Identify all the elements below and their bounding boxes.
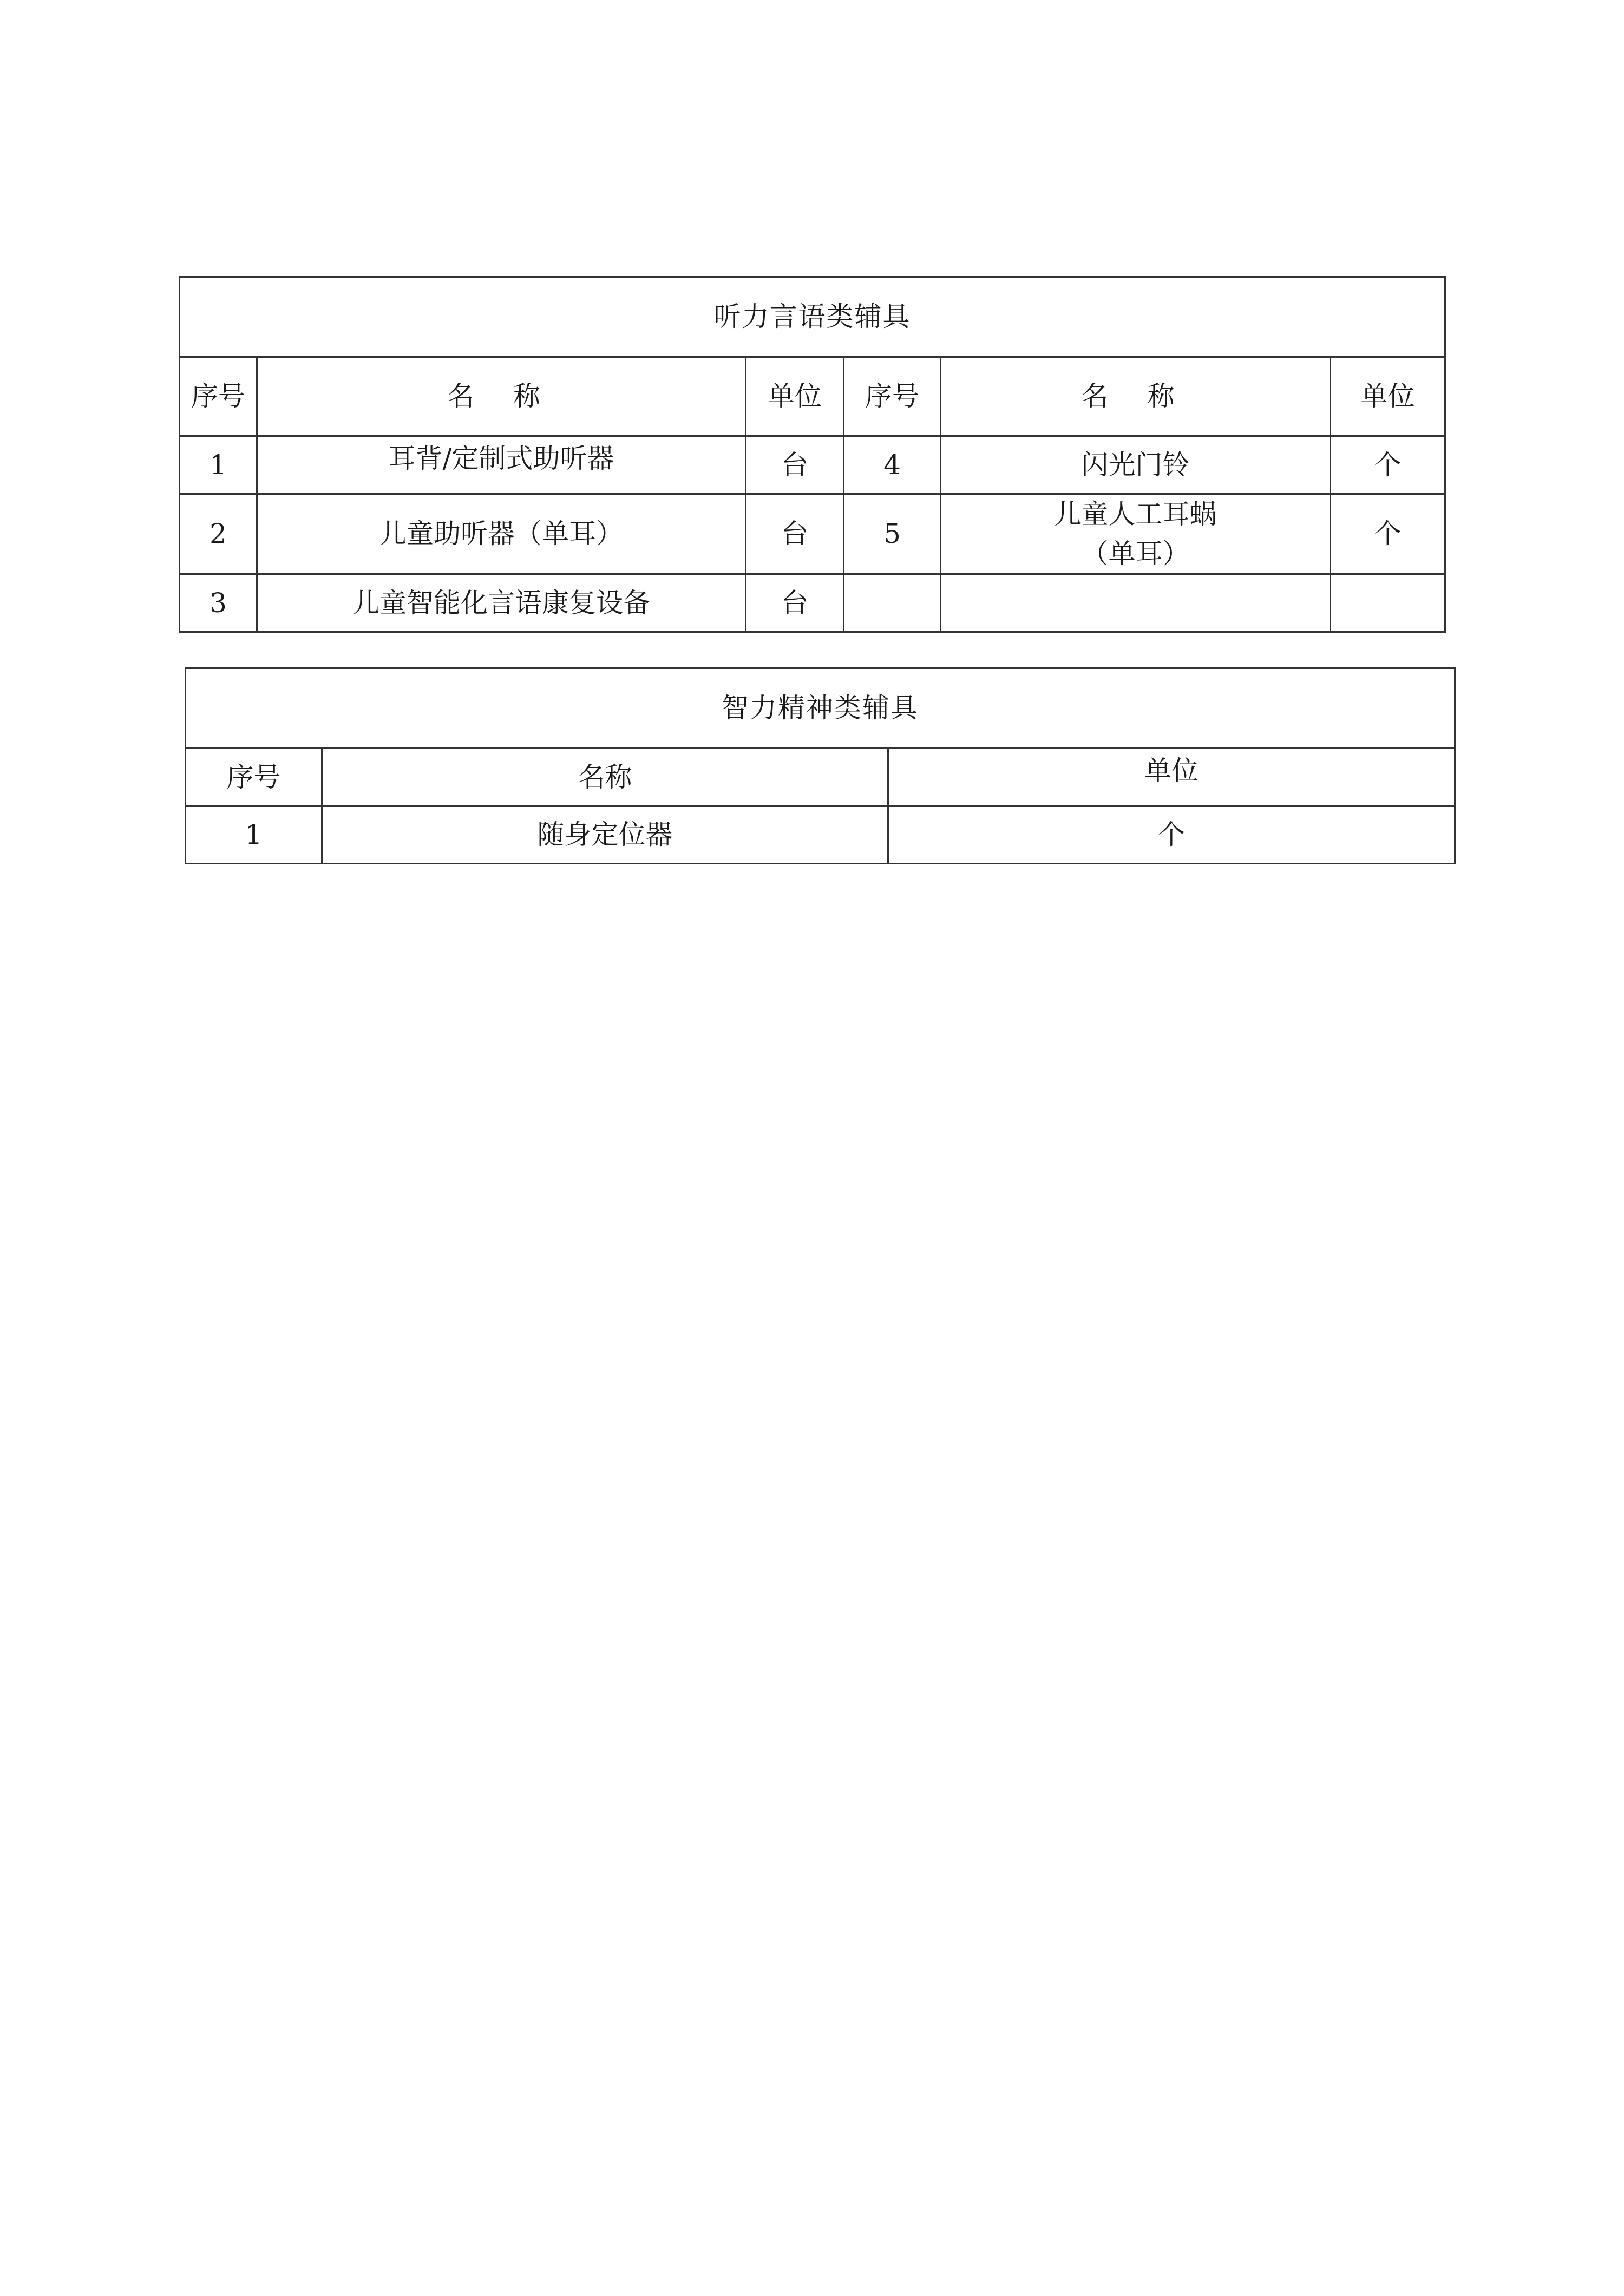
- hearing-aids-table: [179, 276, 1446, 633]
- table-title: 听力言语类辅具: [180, 277, 1445, 357]
- cell-name-line2: （单耳）: [1081, 537, 1190, 569]
- cell-seq: 2: [180, 494, 257, 574]
- table-title-row: [180, 277, 1445, 357]
- table-row: [186, 806, 1455, 864]
- cell-seq: 1: [180, 436, 257, 494]
- table-title-row: [186, 668, 1455, 749]
- cell-name-text: 耳背/定制式助听器: [388, 442, 614, 474]
- cell-name-empty: [941, 574, 1331, 632]
- cell-seq: 5: [844, 494, 941, 574]
- cell-name: [941, 494, 1331, 574]
- table-header-row: [180, 357, 1445, 436]
- header-name-left: 名 称: [257, 357, 746, 436]
- cell-name: 闪光门铃: [941, 436, 1331, 494]
- cell-unit: 个: [888, 806, 1455, 864]
- table-row: [180, 494, 1445, 574]
- cell-unit: 台: [746, 574, 844, 632]
- table-row: [180, 436, 1445, 494]
- mental-aids-table: [185, 667, 1456, 864]
- cell-seq-empty: [844, 574, 941, 632]
- cell-seq: 3: [180, 574, 257, 632]
- cell-seq: 4: [844, 436, 941, 494]
- header-seq-right: 序号: [844, 357, 941, 436]
- header-seq-left: 序号: [180, 357, 257, 436]
- header-unit-left: 单位: [746, 357, 844, 436]
- cell-unit-empty: [1331, 574, 1445, 632]
- cell-name: 随身定位器: [322, 806, 888, 864]
- header-unit-right: 单位: [1331, 357, 1445, 436]
- cell-unit: 个: [1331, 494, 1445, 574]
- header-seq: 序号: [186, 749, 322, 806]
- table-row: [180, 574, 1445, 632]
- header-name: 名称: [322, 749, 888, 806]
- table-header-row: [186, 749, 1455, 806]
- cell-unit: 个: [1331, 436, 1445, 494]
- table-title: 智力精神类辅具: [186, 668, 1455, 749]
- cell-name: 儿童助听器（单耳）: [257, 494, 746, 574]
- cell-seq: 1: [186, 806, 322, 864]
- cell-unit: 台: [746, 494, 844, 574]
- header-name-right: 名 称: [941, 357, 1331, 436]
- cell-name-line1: 儿童人工耳蜗: [1054, 498, 1217, 530]
- header-unit: [888, 749, 1455, 806]
- cell-name: 儿童智能化言语康复设备: [257, 574, 746, 632]
- header-unit-text: 单位: [1144, 755, 1199, 786]
- cell-unit: 台: [746, 436, 844, 494]
- cell-name: [257, 436, 746, 494]
